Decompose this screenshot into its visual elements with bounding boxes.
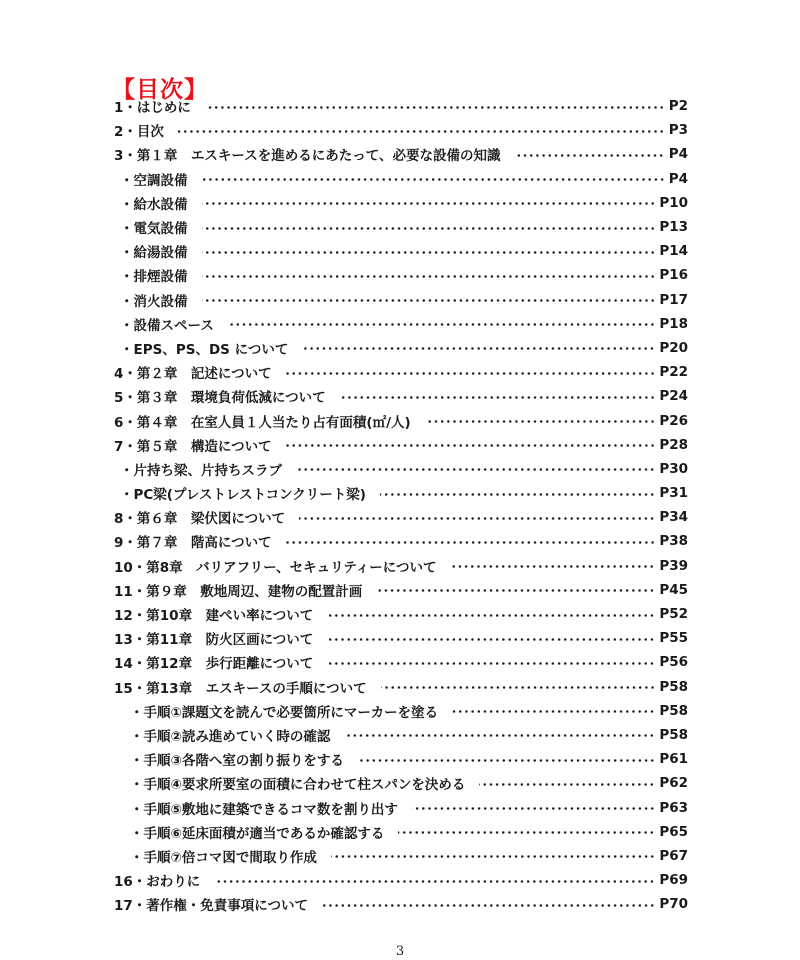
toc-entry xyxy=(114,167,688,191)
toc-entry-page: P55 xyxy=(659,630,688,647)
dot-leader xyxy=(296,468,655,471)
dot-leader xyxy=(178,130,665,133)
toc-entry xyxy=(114,118,688,142)
toc-entry-label: 17・著作権・免責事項について xyxy=(114,898,309,915)
toc-entry-label: 3・第１章 エスキースを進めるにあたって、必要な設備の知識 xyxy=(114,148,501,165)
toc-entry-label: 7・第５章 構造について xyxy=(114,438,272,455)
toc-entry-page: P31 xyxy=(659,485,688,502)
toc-entry xyxy=(114,820,688,844)
page-number: 3 xyxy=(395,944,405,959)
toc-entry xyxy=(114,94,688,118)
toc-entry xyxy=(114,771,688,795)
toc-entry xyxy=(114,481,688,505)
toc-entry xyxy=(114,868,688,892)
toc-entry-page: P20 xyxy=(659,339,688,356)
toc-entry-label: 16・おわりに xyxy=(114,874,201,891)
toc-entry-label: 8・第６章 梁伏図について xyxy=(114,511,286,528)
toc-entry-label: ・手順⑤敷地に建築できるコマ数を割り出す xyxy=(130,801,398,818)
dot-leader xyxy=(412,807,655,810)
toc-entry-label: ・EPS、PS、DS について xyxy=(120,341,289,358)
toc-entry xyxy=(114,360,688,384)
toc-entry xyxy=(114,699,688,723)
toc-entry-page: P4 xyxy=(668,146,688,163)
toc-entry-page: P56 xyxy=(659,654,688,671)
toc-entry xyxy=(114,384,688,408)
dot-leader xyxy=(286,372,656,375)
toc-entry xyxy=(114,602,688,626)
toc-entry-label: ・給水設備 xyxy=(120,196,188,213)
dot-leader xyxy=(331,855,655,858)
toc-entry-page: P22 xyxy=(659,364,688,381)
toc-entry xyxy=(114,191,688,215)
toc-entry-label: 4・第２章 記述について xyxy=(114,366,272,383)
toc-entry-page: P69 xyxy=(659,872,688,889)
toc-entry xyxy=(114,650,688,674)
toc-entry-page: P61 xyxy=(659,751,688,768)
toc-entry-page: P16 xyxy=(659,267,688,284)
toc-entry xyxy=(114,336,688,360)
dot-leader xyxy=(202,178,665,181)
toc-entry-page: P4 xyxy=(668,170,688,187)
dot-leader xyxy=(228,323,655,326)
toc-entry-label: 11・第９章 敷地周辺、建物の配置計画 xyxy=(114,583,363,600)
toc-entry xyxy=(114,263,688,287)
toc-entry-page: P70 xyxy=(659,896,688,913)
toc-entry xyxy=(114,505,688,529)
toc-entry-page: P10 xyxy=(659,194,688,211)
toc-entry-label: ・消火設備 xyxy=(120,293,188,310)
toc-entry xyxy=(114,215,688,239)
dot-leader xyxy=(380,493,655,496)
dot-leader xyxy=(302,347,655,350)
toc-entry-label: ・手順③各階へ室の割り振りをする xyxy=(130,753,344,770)
toc-entry-page: P17 xyxy=(659,291,688,308)
toc-entry-page: P52 xyxy=(659,606,688,623)
dot-leader xyxy=(425,420,656,423)
dot-leader xyxy=(202,251,656,254)
toc-entry xyxy=(114,457,688,481)
toc-entry-label: ・片持ち梁、片持ちスラブ xyxy=(120,462,282,479)
dot-leader xyxy=(327,638,655,641)
toc-entry-label: ・手順⑦倍コマ図で間取り作成 xyxy=(130,849,317,866)
toc-heading: 【目次】 xyxy=(112,77,208,104)
toc-entry-page: P58 xyxy=(659,702,688,719)
toc-entry xyxy=(114,844,688,868)
toc-entry-page: P65 xyxy=(659,823,688,840)
toc-entry-page: P67 xyxy=(659,847,688,864)
toc-entry-label: ・手順①課題文を読んで必要箇所にマーカーを塗る xyxy=(130,704,439,721)
toc-entry xyxy=(114,723,688,747)
toc-entry-label: ・手順②読み進めていく時の確認 xyxy=(130,728,331,745)
toc-entry-label: ・手順⑥延床面積が適当であるか確認する xyxy=(130,825,385,842)
toc-entry-label: 2・目次 xyxy=(114,124,164,141)
toc-entry-label: 15・第13章 エスキースの手順について xyxy=(114,680,367,697)
toc-entry xyxy=(114,892,688,916)
table-of-contents xyxy=(114,94,688,916)
dot-leader xyxy=(340,396,656,399)
toc-entry-page: P38 xyxy=(659,533,688,550)
toc-entry-page: P26 xyxy=(659,412,688,429)
toc-entry-page: P58 xyxy=(659,726,688,743)
dot-leader xyxy=(299,517,655,520)
dot-leader xyxy=(205,106,665,109)
toc-entry xyxy=(114,312,688,336)
dot-leader xyxy=(450,565,655,568)
dot-leader xyxy=(202,299,656,302)
toc-entry xyxy=(114,239,688,263)
dot-leader xyxy=(398,831,655,834)
dot-leader xyxy=(214,880,655,883)
toc-entry xyxy=(114,626,688,650)
toc-entry xyxy=(114,142,688,166)
dot-leader xyxy=(202,227,656,230)
dot-leader xyxy=(381,686,656,689)
toc-entry-label: 13・第11章 防火区画について xyxy=(114,632,314,649)
toc-entry-label: ・排煙設備 xyxy=(120,269,188,286)
dot-leader xyxy=(202,275,656,278)
toc-entry-label: ・空調設備 xyxy=(120,172,188,189)
toc-entry-page: P45 xyxy=(659,581,688,598)
dot-leader xyxy=(286,444,656,447)
toc-entry-label: ・手順④要求所要室の面積に合わせて柱スパンを決める xyxy=(130,777,466,794)
dot-leader xyxy=(327,614,655,617)
toc-entry xyxy=(114,675,688,699)
toc-entry-page: P2 xyxy=(668,98,688,115)
toc-entry-label: 10・第8章 バリアフリー、セキュリティーについて xyxy=(114,559,437,576)
toc-entry-label: ・電気設備 xyxy=(120,221,188,238)
toc-entry-label: ・設備スペース xyxy=(120,317,214,334)
dot-leader xyxy=(344,734,655,737)
toc-entry-label: 12・第10章 建ぺい率について xyxy=(114,608,314,625)
dot-leader xyxy=(322,904,655,907)
toc-entry-page: P58 xyxy=(659,678,688,695)
toc-entry xyxy=(114,578,688,602)
toc-entry xyxy=(114,433,688,457)
toc-entry xyxy=(114,529,688,553)
dot-leader xyxy=(358,759,655,762)
toc-entry-page: P13 xyxy=(659,219,688,236)
toc-entry-label: 5・第３章 環境負荷低減について xyxy=(114,390,326,407)
toc-entry xyxy=(114,408,688,432)
toc-entry-label: 1・はじめに xyxy=(114,100,191,117)
toc-entry-page: P3 xyxy=(668,122,688,139)
toc-entry-label: 14・第12章 歩行距離について xyxy=(114,656,314,673)
dot-leader xyxy=(479,783,655,786)
toc-entry-page: P62 xyxy=(659,775,688,792)
toc-entry-page: P24 xyxy=(659,388,688,405)
toc-entry-label: ・PC梁(プレストレストコンクリート梁) xyxy=(120,487,366,504)
toc-entry xyxy=(114,288,688,312)
toc-entry-page: P63 xyxy=(659,799,688,816)
dot-leader xyxy=(452,710,655,713)
toc-entry-page: P28 xyxy=(659,436,688,453)
dot-leader xyxy=(376,589,655,592)
dot-leader xyxy=(286,541,656,544)
toc-entry xyxy=(114,554,688,578)
toc-entry xyxy=(114,747,688,771)
toc-entry-page: P39 xyxy=(659,557,688,574)
toc-entry-page: P14 xyxy=(659,243,688,260)
toc-entry-page: P30 xyxy=(659,460,688,477)
dot-leader xyxy=(514,154,664,157)
toc-entry-page: P34 xyxy=(659,509,688,526)
toc-entry-page: P18 xyxy=(659,315,688,332)
toc-entry-label: 9・第７章 階高について xyxy=(114,535,272,552)
dot-leader xyxy=(202,202,656,205)
dot-leader xyxy=(327,662,655,665)
toc-entry-label: 6・第４章 在室人員１人当たり占有面積(㎡/人) xyxy=(114,414,411,431)
toc-entry-label: ・給湯設備 xyxy=(120,245,188,262)
toc-entry xyxy=(114,795,688,819)
